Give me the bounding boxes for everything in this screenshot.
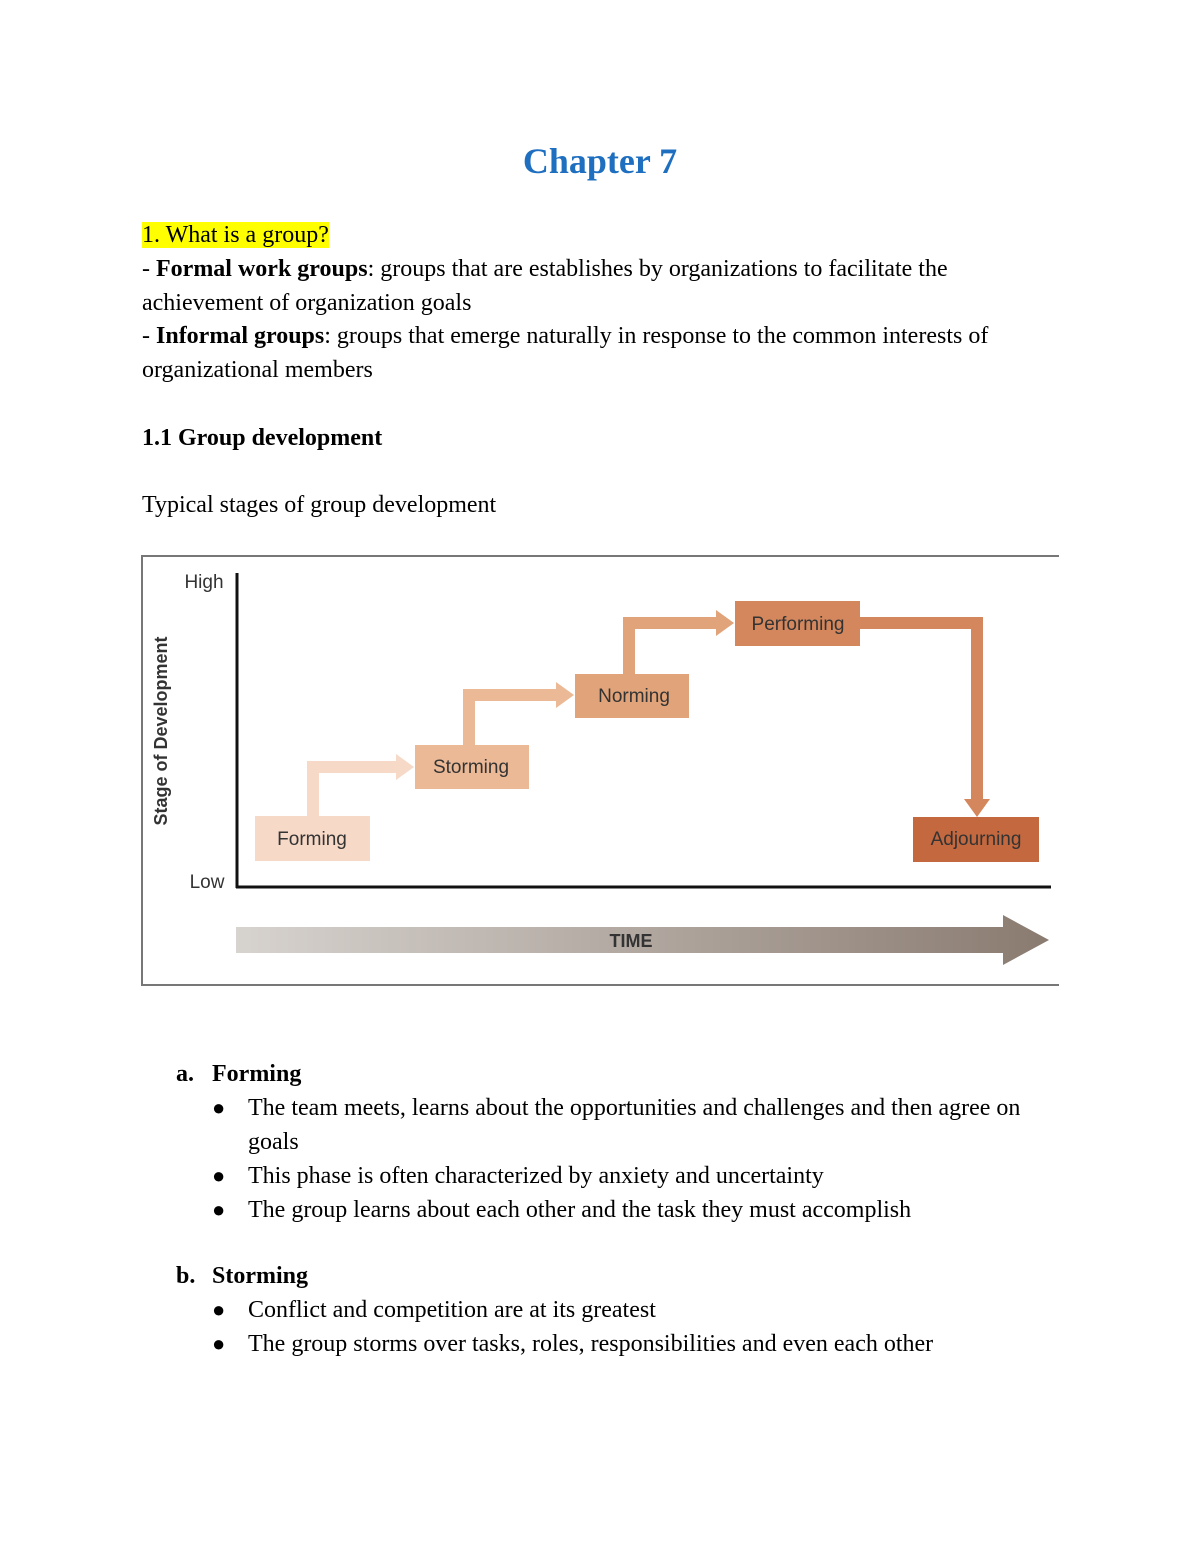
section-letter: b. <box>176 1263 196 1289</box>
stage-label-performing: Performing <box>751 614 845 635</box>
formal-groups-text: : groups that are establishes by organizations to facilitate the <box>367 256 948 282</box>
bullet-icon: ● <box>212 1163 226 1188</box>
bullet-icon: ● <box>212 1095 226 1120</box>
formal-groups-definition <box>142 252 948 286</box>
stage-label-storming: Storming <box>432 757 510 778</box>
arrow-storming-norming <box>469 695 556 746</box>
bullet-icon: ● <box>212 1197 226 1222</box>
section-heading-forming <box>176 1057 301 1091</box>
section-title: Storming <box>212 1263 308 1289</box>
informal-groups-definition-cont: organizational members <box>142 357 373 383</box>
page-title: Chapter 7 <box>522 141 678 181</box>
subheading-text: 1.1 Group development <box>142 425 383 451</box>
dash: - <box>142 256 156 282</box>
dash: - <box>142 323 156 349</box>
arrowhead-3 <box>716 610 734 636</box>
arrow-forming-storming <box>313 767 396 817</box>
formal-groups-definition-cont: achievement of organization goals <box>142 290 472 316</box>
section-heading-storming <box>176 1259 308 1293</box>
arrowhead-2 <box>556 682 574 708</box>
highlighted-question: 1. What is a group? <box>142 222 329 248</box>
arrow-norming-performing <box>629 623 716 675</box>
y-axis-label: Stage of Development <box>151 636 171 826</box>
list-item-text: The group learns about each other and the task they must accomplish <box>248 1197 912 1223</box>
bullet-icon: ● <box>212 1331 226 1356</box>
list-item-text: This phase is often characterized by anxiety and uncertainty <box>248 1163 824 1189</box>
arrow-performing-adjourning <box>859 623 977 799</box>
arrowhead-1 <box>396 754 414 780</box>
diagram-intro: Typical stages of group development <box>142 492 497 518</box>
group-development-diagram <box>141 555 1059 986</box>
list-item-text: The team meets, learns about the opportunities and challenges and then agree on goals <box>248 1095 1021 1155</box>
formal-groups-term: Formal work groups <box>156 256 368 282</box>
informal-groups-text: : groups that emerge naturally in response to the common interests of <box>324 323 989 349</box>
section-letter: a. <box>176 1061 194 1087</box>
stage-label-norming: Norming <box>598 686 670 707</box>
bullet-icon: ● <box>212 1297 226 1322</box>
stage-label-forming: Forming <box>277 829 347 850</box>
arrowhead-4 <box>964 799 990 817</box>
y-high-label: High <box>184 572 224 593</box>
subheading <box>142 421 382 455</box>
informal-groups-definition <box>142 319 988 353</box>
question-heading <box>142 218 329 252</box>
informal-groups-term: Informal groups <box>156 323 325 349</box>
time-label: TIME <box>609 931 653 951</box>
list-item-text: Conflict and competition are at its greatest <box>248 1297 656 1323</box>
section-title: Forming <box>212 1061 302 1087</box>
y-low-label: Low <box>189 872 225 893</box>
stage-label-adjourning: Adjourning <box>930 829 1022 850</box>
list-item-text: The group storms over tasks, roles, responsibilities and even each other <box>248 1331 934 1357</box>
